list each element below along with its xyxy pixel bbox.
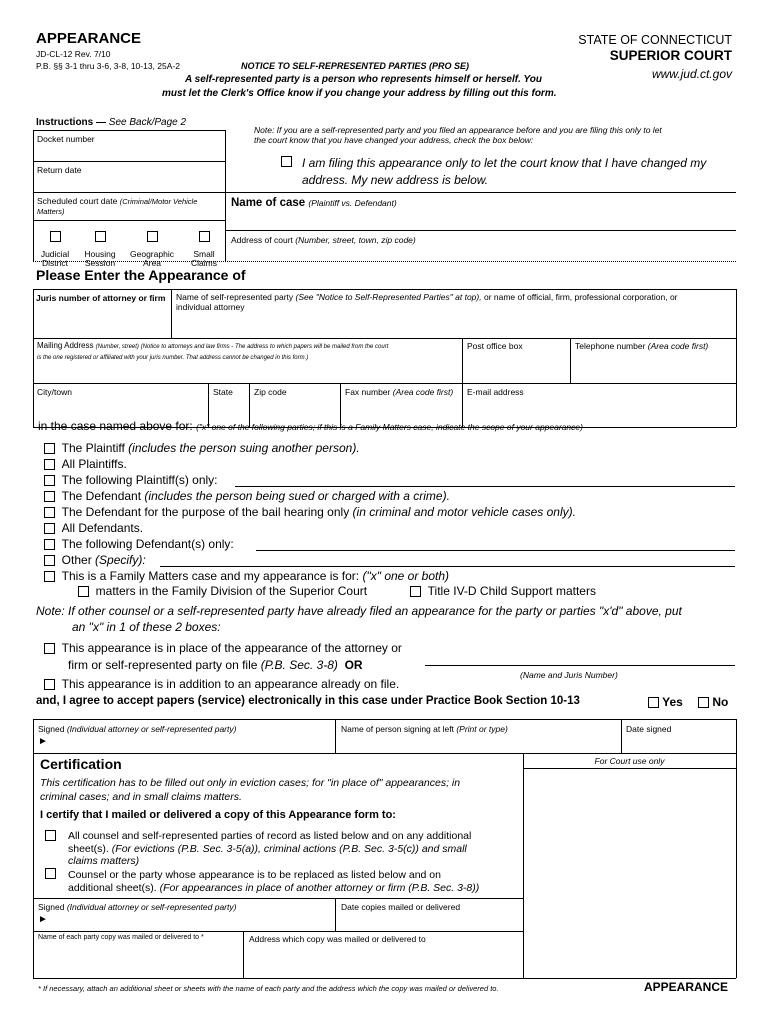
- city-label: City/town: [37, 387, 72, 397]
- party-option-following-defendants[interactable]: The following Defendant(s) only:: [44, 537, 234, 551]
- cert-signed-arrow-icon: ►: [38, 914, 48, 925]
- date-copies-field[interactable]: [338, 913, 520, 929]
- name-each-party-field[interactable]: [35, 945, 240, 976]
- in-addition-checkbox[interactable]: [44, 679, 55, 690]
- address-change-line-1: I am filing this appearance only to let the court know that I have changed my: [302, 156, 707, 170]
- electronic-no[interactable]: No: [698, 695, 728, 709]
- mailing-address-field[interactable]: [34, 363, 460, 381]
- court-type-small-claims[interactable]: Small Claims: [185, 228, 223, 268]
- zip-label: Zip code: [254, 387, 287, 397]
- counsel-replaced-option: Counsel or the party whose appearance is to be replaced as listed below and on additional sheet(s). (For appearances in place of another attorney or firm (P.B. Sec. 3-8)): [68, 869, 480, 894]
- party-option-family-matters[interactable]: This is a Family Matters case and my appearance is for: ("x" one or both): [44, 569, 449, 583]
- party-option-other[interactable]: Other (Specify):: [44, 553, 146, 567]
- appearance-heading: Please Enter the Appearance of: [36, 267, 246, 283]
- all-counsel-option: All counsel and self-represented parties of record as listed below and on any additional sheet(s). (For evictions (P.B. Sec. 3-5(a)), criminal actions (P.B. Sec. 3-5(c)) and small claims matters): [68, 830, 472, 867]
- in-place-option[interactable]: This appearance is in place of the appearance of the attorney or: [44, 641, 402, 655]
- docket-number-label: Docket number: [37, 134, 95, 144]
- following-defendants-field[interactable]: [256, 550, 735, 551]
- parties-intro: in the case named above for: ("x" one of the following parties; if this is a Family Matters case, indicate the scope of your appearance): [38, 419, 583, 433]
- in-addition-option[interactable]: This appearance is in addition to an appearance already on file.: [44, 677, 399, 691]
- cert-signature-field[interactable]: [52, 912, 332, 928]
- all-defendants-checkbox[interactable]: [44, 523, 55, 534]
- website[interactable]: www.jud.ct.gov: [651, 67, 732, 81]
- scheduled-court-date-hint: Matters): [37, 207, 65, 216]
- bail-hearing-checkbox[interactable]: [44, 507, 55, 518]
- fax-label: Fax number (Area code first): [345, 387, 454, 397]
- title-4d-checkbox[interactable]: [410, 586, 421, 597]
- signed-arrow-icon: ►: [38, 736, 48, 747]
- form-title: APPEARANCE: [36, 30, 142, 47]
- certification-intro-1: This certification has to be filled out only in eviction cases; for "in place of" appearances; in: [40, 777, 461, 789]
- return-date-field[interactable]: [34, 177, 224, 191]
- mailing-address-label: Mailing Address (Number, street) (Notice to attorneys and law firms - The address to which papers will be mailed from the court is the one registered or affiliated with your juris number. That address cannot be changed in this form.): [37, 341, 389, 361]
- name-juris-field[interactable]: [425, 665, 735, 666]
- state-name: STATE OF CONNECTICUT: [578, 33, 732, 47]
- notice-line-2: must let the Clerk's Office know if you change your address by filling out this form.: [162, 88, 557, 99]
- all-plaintiffs-checkbox[interactable]: [44, 459, 55, 470]
- court-type-judicial[interactable]: Judicial District: [37, 228, 73, 268]
- electronic-yes-checkbox[interactable]: [648, 697, 659, 708]
- party-option-following-plaintiffs[interactable]: The following Plaintiff(s) only:: [44, 473, 218, 487]
- other-counsel-note-2: an "x" in 1 of these 2 boxes:: [72, 620, 221, 634]
- housing-session-checkbox[interactable]: [95, 231, 106, 242]
- geographic-area-checkbox[interactable]: [147, 231, 158, 242]
- date-signed-label: Date signed: [626, 724, 672, 734]
- counsel-replaced-checkbox[interactable]: [45, 868, 56, 879]
- telephone-field[interactable]: [572, 353, 734, 381]
- address-which-label: Address which copy was mailed or delivered to: [249, 934, 426, 944]
- address-change-line-2: address. My new address is below.: [302, 173, 489, 187]
- name-field[interactable]: [173, 314, 733, 336]
- party-option-defendant[interactable]: The Defendant (includes the person being sued or charged with a crime).: [44, 489, 450, 503]
- scope-family-division[interactable]: matters in the Family Division of the Superior Court: [78, 584, 367, 598]
- return-date-label: Return date: [37, 165, 82, 175]
- judicial-district-checkbox[interactable]: [50, 231, 61, 242]
- note-line-1: Note: If you are a self-represented party and you filed an appearance before and you are filing this only to let: [254, 125, 662, 135]
- name-juris-label: (Name and Juris Number): [520, 670, 618, 680]
- address-change-checkbox[interactable]: [281, 156, 292, 167]
- other-checkbox[interactable]: [44, 555, 55, 566]
- po-box-field[interactable]: [464, 353, 568, 381]
- other-specify-field[interactable]: [160, 566, 735, 567]
- following-plaintiffs-checkbox[interactable]: [44, 475, 55, 486]
- telephone-label: Telephone number (Area code first): [575, 341, 709, 351]
- name-of-case-label: Name of case (Plaintiff vs. Defendant): [231, 197, 397, 209]
- small-claims-checkbox[interactable]: [199, 231, 210, 242]
- instructions-label: Instructions — See Back/Page 2: [36, 117, 187, 128]
- electronic-no-checkbox[interactable]: [698, 697, 709, 708]
- email-label: E-mail address: [467, 387, 524, 397]
- family-matters-checkbox[interactable]: [44, 571, 55, 582]
- address-which-field[interactable]: [246, 945, 520, 976]
- name-of-case-field[interactable]: [228, 212, 733, 228]
- name-signing-field[interactable]: [338, 735, 618, 751]
- family-division-checkbox[interactable]: [78, 586, 89, 597]
- party-option-all-defendants[interactable]: All Defendants.: [44, 521, 143, 535]
- following-plaintiffs-field[interactable]: [235, 486, 735, 487]
- footer-note: * If necessary, attach an additional sheet or sheets with the name of each party and the address which the copy was mailed or delivered to.: [38, 984, 499, 993]
- electronic-yes[interactable]: Yes: [648, 695, 683, 709]
- form-number: JD-CL-12 Rev. 7/10: [36, 49, 111, 59]
- juris-number-field[interactable]: [34, 305, 170, 335]
- address-of-court-label: Address of court (Number, street, town, zip code): [231, 235, 416, 245]
- electronic-service: and, I agree to accept papers (service) electronically in this case under Practice Book Section 10-13: [36, 695, 580, 707]
- note-line-2: the court know that you have changed your address, check the box below:: [254, 135, 534, 145]
- juris-number-label: Juris number of attorney or firm: [36, 293, 166, 303]
- party-option-all-plaintiffs[interactable]: All Plaintiffs.: [44, 457, 127, 471]
- name-label: Name of self-represented party (See "Notice to Self-Represented Parties" at top), or name of official, firm, professional corporation, or individual attorney: [176, 292, 678, 312]
- po-box-label: Post office box: [467, 341, 523, 351]
- date-copies-label: Date copies mailed or delivered: [341, 902, 461, 912]
- footer-form-name: APPEARANCE: [643, 980, 728, 994]
- certification-intro-2: criminal cases; and in small claims matters.: [40, 791, 242, 803]
- address-of-court-field[interactable]: [228, 246, 733, 259]
- name-signing-label: Name of person signing at left (Print or type): [341, 724, 508, 734]
- court-type-geographic[interactable]: Geographic Area: [125, 228, 179, 268]
- party-option-bail-hearing[interactable]: The Defendant for the purpose of the bail hearing only (in criminal and motor vehicle cases only).: [44, 505, 576, 519]
- court-name: SUPERIOR COURT: [609, 48, 732, 63]
- court-use-label: For Court use only: [594, 756, 665, 766]
- signed-label: Signed (Individual attorney or self-represented party): [38, 724, 237, 734]
- name-each-party-label: Name of each party copy was mailed or delivered to *: [38, 934, 204, 941]
- following-defendants-checkbox[interactable]: [44, 539, 55, 550]
- certification-heading: Certification: [40, 756, 122, 772]
- notice-line-1: A self-represented party is a person who represents himself or herself. You: [185, 74, 542, 85]
- statutes: P.B. §§ 3-1 thru 3-6, 3-8, 10-13, 25A-2: [36, 61, 180, 71]
- signature-field[interactable]: [52, 734, 332, 750]
- notice-title: NOTICE TO SELF-REPRESENTED PARTIES (PRO SE): [241, 61, 470, 71]
- court-type-housing[interactable]: Housing Session: [81, 228, 119, 268]
- in-place-checkbox[interactable]: [44, 643, 55, 654]
- party-option-plaintiff[interactable]: The Plaintiff (includes the person suing another person).: [44, 441, 360, 455]
- plaintiff-checkbox[interactable]: [44, 443, 55, 454]
- state-label: State: [213, 387, 233, 397]
- certify-statement: I certify that I mailed or delivered a copy of this Appearance form to:: [40, 809, 396, 821]
- all-counsel-checkbox[interactable]: [45, 830, 56, 841]
- docket-number-field[interactable]: [34, 146, 224, 160]
- defendant-checkbox[interactable]: [44, 491, 55, 502]
- cert-signed-label: Signed (Individual attorney or self-represented party): [38, 902, 237, 912]
- scheduled-court-date-label: Scheduled court date (Criminal/Motor Vehicle: [37, 196, 198, 206]
- date-signed-field[interactable]: [624, 735, 734, 751]
- in-place-line-2: firm or self-represented party on file (P.B. Sec. 3-8) OR: [68, 658, 363, 672]
- scope-title-4d[interactable]: Title IV-D Child Support matters: [410, 584, 596, 598]
- other-counsel-note-1: Note: If other counsel or a self-represented party have already filed an appearance for the party or parties "x'd" above, put: [36, 604, 682, 618]
